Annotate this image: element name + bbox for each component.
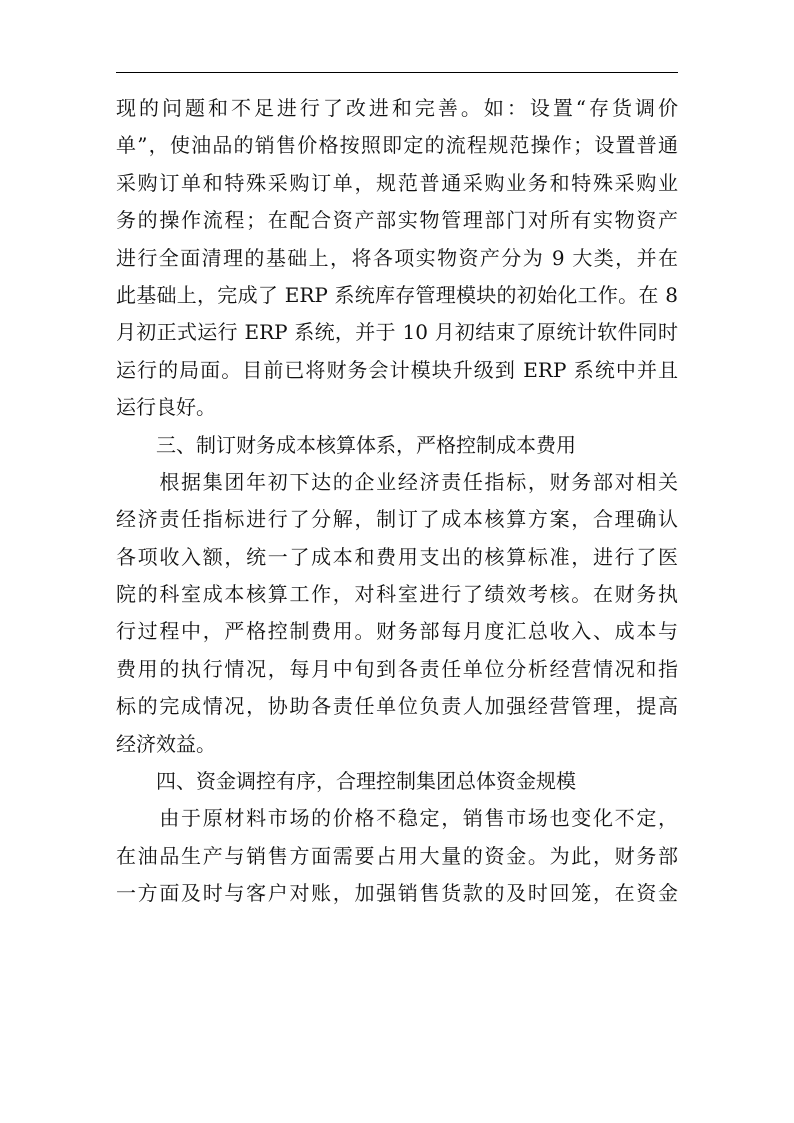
section-heading: 三、制订财务成本核算体系，严格控制成本费用 [116,432,576,457]
section-heading: 四、资金调控有序，合理控制集团总体资金规模 [116,769,576,794]
text-line: 运行的局面。目前已将财务会计模块升级到 ERP 系统中并且 [116,357,678,382]
text-line: 各项收入额，统一了成本和费用支出的核算标准，进行了医 [116,544,678,569]
text-line: 现的问题和不足进行了改进和完善。如：设置“存货调价 [116,96,678,120]
text-line: 费用的执行情况，每月中旬到各责任单位分析经营情况和指 [116,656,678,681]
text-line: 院的科室成本核算工作，对科室进行了绩效考核。在财务执 [116,582,678,607]
text-line: 经济责任指标进行了分解，制订了成本核算方案，合理确认 [116,507,678,532]
text-line: 经济效益。 [116,731,216,756]
text-line: 进行全面清理的基础上，将各项实物资产分为 9 大类，并在 [116,245,678,270]
text-line: 此基础上，完成了 ERP 系统库存管理模块的初始化工作。在 8 [116,282,678,307]
text-line: 根据集团年初下达的企业经济责任指标，财务部对相关 [116,469,678,494]
text-line: 月初正式运行 ERP 系统，并于 10 月初结束了原统计软件同时 [116,320,678,345]
text-line: 务的操作流程；在配合资产部实物管理部门对所有实物资产 [116,208,678,233]
text-line: 单”，使油品的销售价格按照即定的流程规范操作；设置普通 [116,133,678,158]
text-line: 标的完成情况，协助各责任单位负责人加强经营管理，提高 [116,694,678,719]
text-line: 在油品生产与销售方面需要占用大量的资金。为此，财务部 [116,843,678,868]
text-line: 运行良好。 [116,395,216,420]
text-line: 一方面及时与客户对账，加强销售货款的及时回笼，在资金 [116,881,678,906]
text-line: 行过程中，严格控制费用。财务部每月度汇总收入、成本与 [116,619,678,644]
header-rule [116,72,678,73]
text-line: 采购订单和特殊采购订单，规范普通采购业务和特殊采购业 [116,170,678,195]
text-line: 由于原材料市场的价格不稳定，销售市场也变化不定， [116,806,678,831]
document-body [116,90,678,913]
